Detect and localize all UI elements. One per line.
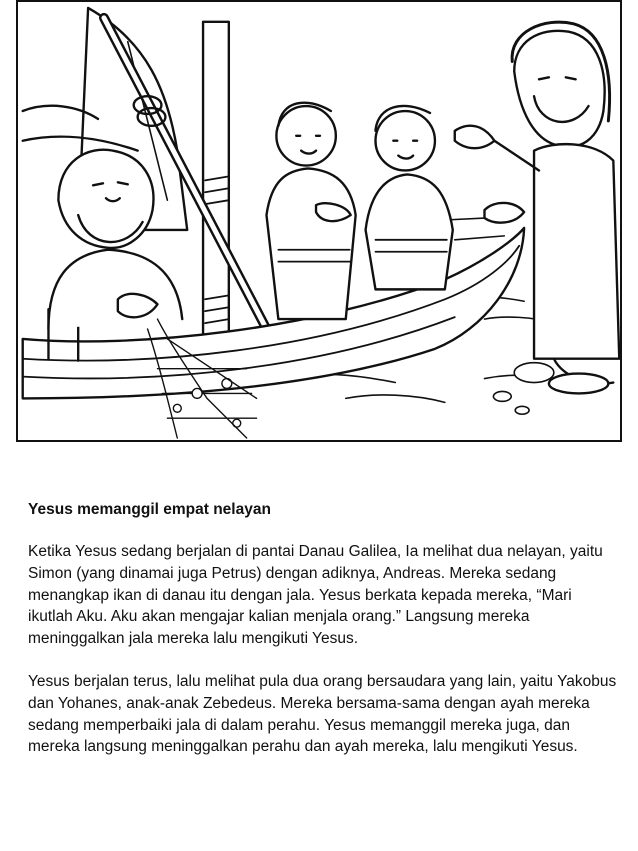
story-paragraph-2: Yesus berjalan terus, lalu melihat pula dua orang bersaudara yang lain, yaitu Yakobus dan Yohanes, anak-anak Zebedeus. Mereka bersama-sama dengan ayah mereka sedang memperbaiki jala di dalam perahu. Yesus memanggil mereka juga, dan mereka langsung meninggalkan perahu dan ayah mereka, lalu mengikuti Yesus. bbox=[28, 672, 617, 756]
disciple-figure-right bbox=[366, 106, 453, 289]
story-paragraph-1: Ketika Yesus sedang berjalan di pantai Danau Galilea, Ia melihat dua nelayan, yaitu Simon (yang dinamai juga Petrus) dengan adiknya, Andreas. Mereka sedang menangkap ikan di danau itu dengan jala. Yesus berkata kepada mereka, “Mari ikutlah Aku. Aku akan mengajar kalian menjala orang.” Langsung mereka meninggalkan jala mereka lalu mengikuti Yesus. bbox=[28, 543, 603, 648]
story-title: Yesus memanggil empat nelayan bbox=[28, 501, 271, 518]
disciple-figure-left bbox=[266, 103, 355, 319]
story-section bbox=[28, 500, 618, 779]
coloring-illustration bbox=[16, 0, 622, 442]
jesus-figure bbox=[455, 22, 619, 393]
